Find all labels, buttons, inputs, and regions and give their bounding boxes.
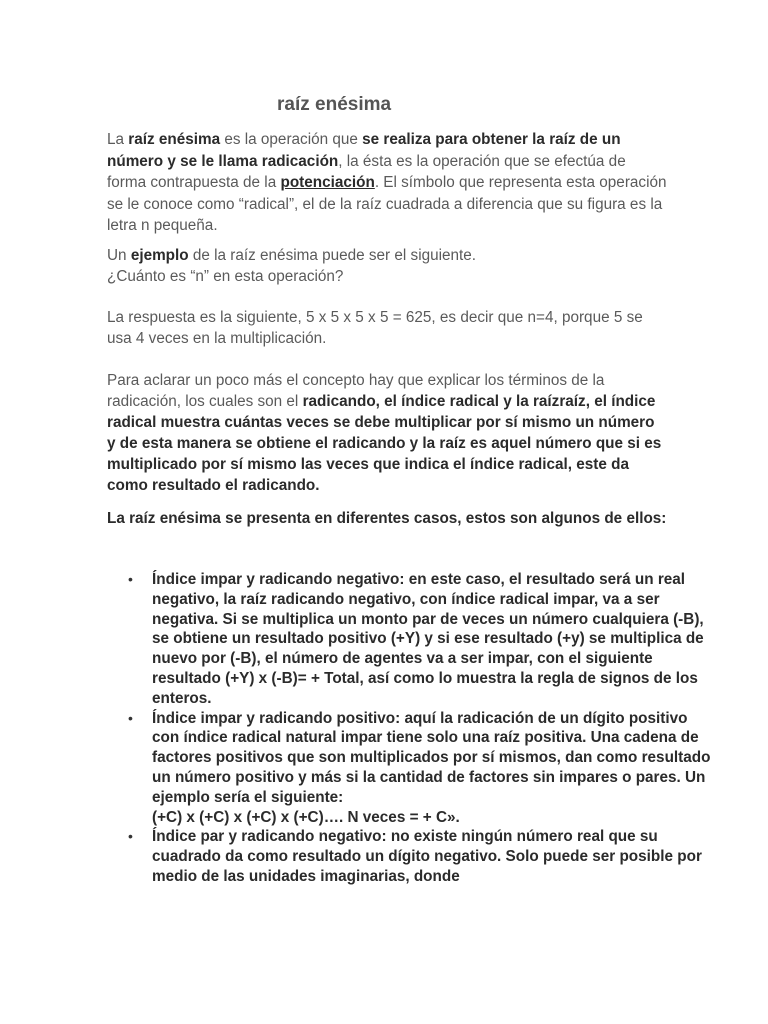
- list-item: [128, 827, 712, 886]
- list-item-text: Índice par y radicando negativo: no existe ningún número real que su cuadrado da como resultado un dígito negativo. Solo puede ser posible por medio de las unidades imaginarias, donde: [152, 828, 702, 885]
- potenciacion-link[interactable]: potenciación: [280, 174, 375, 191]
- question-text: ¿Cuánto es “n” en esta operación?: [107, 268, 344, 285]
- cases-intro: La raíz enésima se presenta en diferentes casos, estos son algunos de ellos:: [107, 510, 667, 527]
- text-run: , la ésta es la operación que se efectúa de forma contrapuesta de la: [107, 152, 626, 191]
- text-run: Para aclarar un poco más el concepto hay que explicar los términos de la radicación, los cuales son el: [107, 372, 605, 410]
- answer-paragraph: La respuesta es la siguiente, 5 x 5 x 5 x 5 = 625, es decir que n=4, porque 5 se usa 4 veces en la multiplicación.: [107, 309, 643, 347]
- text-run: es la operación que: [220, 131, 363, 148]
- text-run: Un: [107, 247, 131, 264]
- page-title: raíz enésima: [277, 94, 392, 115]
- list-item-text: Índice impar y radicando positivo: aquí la radicación de un dígito positivo con índice radical natural impar tiene solo una raíz positiva. Una cadena de factores positivos que son multiplicados por sí mismos, dan como resultado un número positivo y más si la cantidad de factores sin impares o pares. Un ejemplo sería el siguiente:: [152, 709, 711, 806]
- bold-explanation: radicando, el índice radical y la raízraíz, el índice radical muestra cuántas veces se debe multiplicar por sí mismo un número y de esta manera se obtiene el radicando y la raíz es aquel número que si es multiplicado por sí mismo las veces que indica el índice radical, este da como resultado el radicando.: [107, 393, 662, 494]
- bullet-icon: •: [128, 828, 133, 845]
- list-item-text: Índice impar y radicando negativo: en este caso, el resultado será un real negativo, la raíz radicando negativo, con índice radical impar, va a ser negativa. Si se multiplica un monto par de veces un número cualquiera (-B), se obtiene un resultado positivo (+Y) y si ese resultado (+y) se multiplica de nuevo por (-B), el número de agentes va a ser impar, con el siguiente resultado (+Y) x (-B)= + Total, así como lo muestra la regla de signos de los enteros.: [152, 571, 704, 707]
- cases-list: [107, 570, 712, 887]
- bold-term: raíz enésima: [128, 131, 221, 148]
- bullet-icon: •: [128, 709, 133, 726]
- text-run: de la raíz enésima puede ser el siguiente.: [188, 247, 477, 264]
- bold-term: ejemplo: [130, 247, 189, 264]
- text-run: La: [107, 131, 129, 148]
- example-paragraph: [107, 245, 667, 287]
- terms-paragraph: [107, 370, 667, 496]
- formula-text: (+C) x (+C) x (+C) x (+C)…. N veces = + C».: [152, 808, 460, 826]
- bullet-icon: •: [128, 571, 133, 587]
- text-run: . El símbolo que representa esta operación se le conoce como “radical”, el de la raíz cuadrada a diferencia que su figura es la letra n pequeña.: [107, 174, 667, 234]
- list-item: [128, 709, 712, 828]
- list-item: [128, 570, 712, 709]
- bold-definition: se realiza para obtener la raíz de un número y se le llama radicación: [107, 131, 621, 170]
- intro-paragraph: [107, 129, 667, 237]
